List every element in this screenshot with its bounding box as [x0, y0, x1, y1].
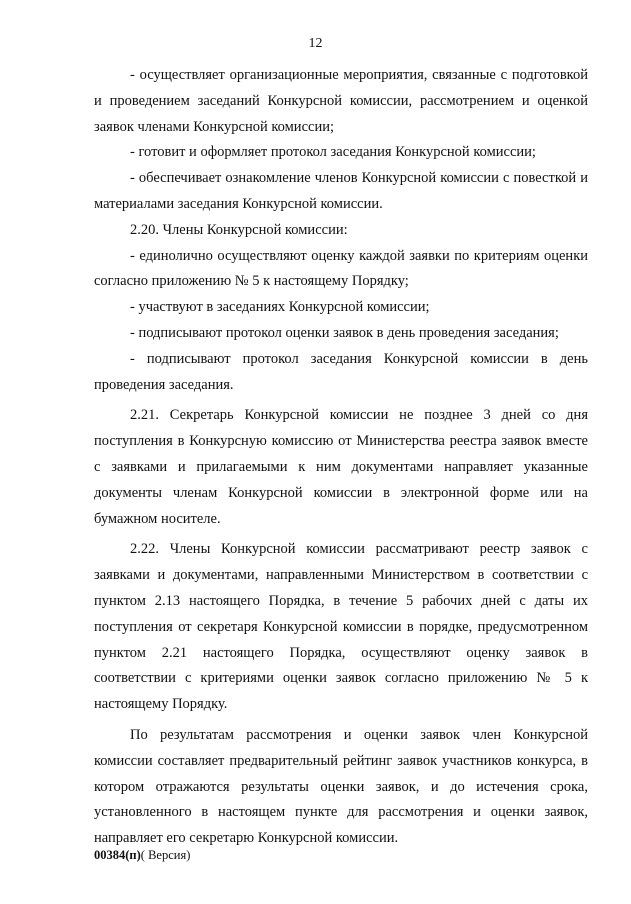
- paragraph-2-21: 2.21. Секретарь Конкурсной комиссии не позднее 3 дней со дня поступления в Конкурсную комиссию от Министерства реестра заявок вместе с заявками и прилагаемыми к ним документами направляет указанные документы членам Конкурсной комиссии в электронной форме или на бумажном носителе.: [94, 407, 588, 527]
- paragraph-sign-meeting-protocol: - подписывают протокол заседания Конкурсной комиссии в день проведения заседания.: [94, 350, 588, 393]
- paragraph-2-20-heading: 2.20. Члены Конкурсной комиссии:: [130, 221, 348, 238]
- paragraph-rating-results: По результатам рассмотрения и оценки заявок член Конкурсной комиссии составляет предварительный рейтинг заявок участников конкурса, в котором отражаются результаты оценки заявок, и до истечения срока, установленного в настоящем пункте для рассмотрения и оценки заявок, направляет его секретарю Конкурсной комиссии.: [94, 726, 588, 847]
- document-version: ( Версия): [140, 848, 191, 862]
- paragraph-evaluate-applications: - единолично осуществляют оценку каждой заявки по критериям оценки согласно приложению № 5 к настоящему Порядку;: [94, 247, 588, 290]
- paragraph-organizes-meetings: - осуществляет организационные мероприятия, связанные с подготовкой и проведением заседаний Конкурсной комиссии, рассмотрением и оценкой заявок членами Конкурсной комиссии;: [94, 67, 588, 135]
- paragraph-2-22: 2.22. Члены Конкурсной комиссии рассматривают реестр заявок с заявками и документами, направленными Министерством в соответствии с пунктом 2.13 настоящего Порядка, в течение 5 рабочих дней с даты их поступления от секретаря Конкурсной комиссии в порядке, предусмотренном пунктом 2.21 настоящего Порядка, осуществляют оценку заявок в соответствии с критериями оценки заявок согласно приложению № 5 к настоящему Порядку.: [94, 541, 588, 713]
- document-code: 00384(п): [94, 848, 141, 862]
- paragraph-sign-evaluation-protocol: - подписывают протокол оценки заявок в день проведения заседания;: [130, 324, 559, 341]
- paragraph-ensures-familiarization: - обеспечивает ознакомление членов Конкурсной комиссии с повесткой и материалами заседания Конкурсной комиссии.: [94, 170, 588, 212]
- page-number: 12: [308, 36, 323, 51]
- document-body: [94, 63, 588, 852]
- paragraph-prepares-protocol: - готовит и оформляет протокол заседания Конкурсной комиссии;: [130, 144, 536, 161]
- document-footer: [94, 848, 190, 863]
- paragraph-participate-meetings: - участвуют в заседаниях Конкурсной комиссии;: [130, 299, 430, 316]
